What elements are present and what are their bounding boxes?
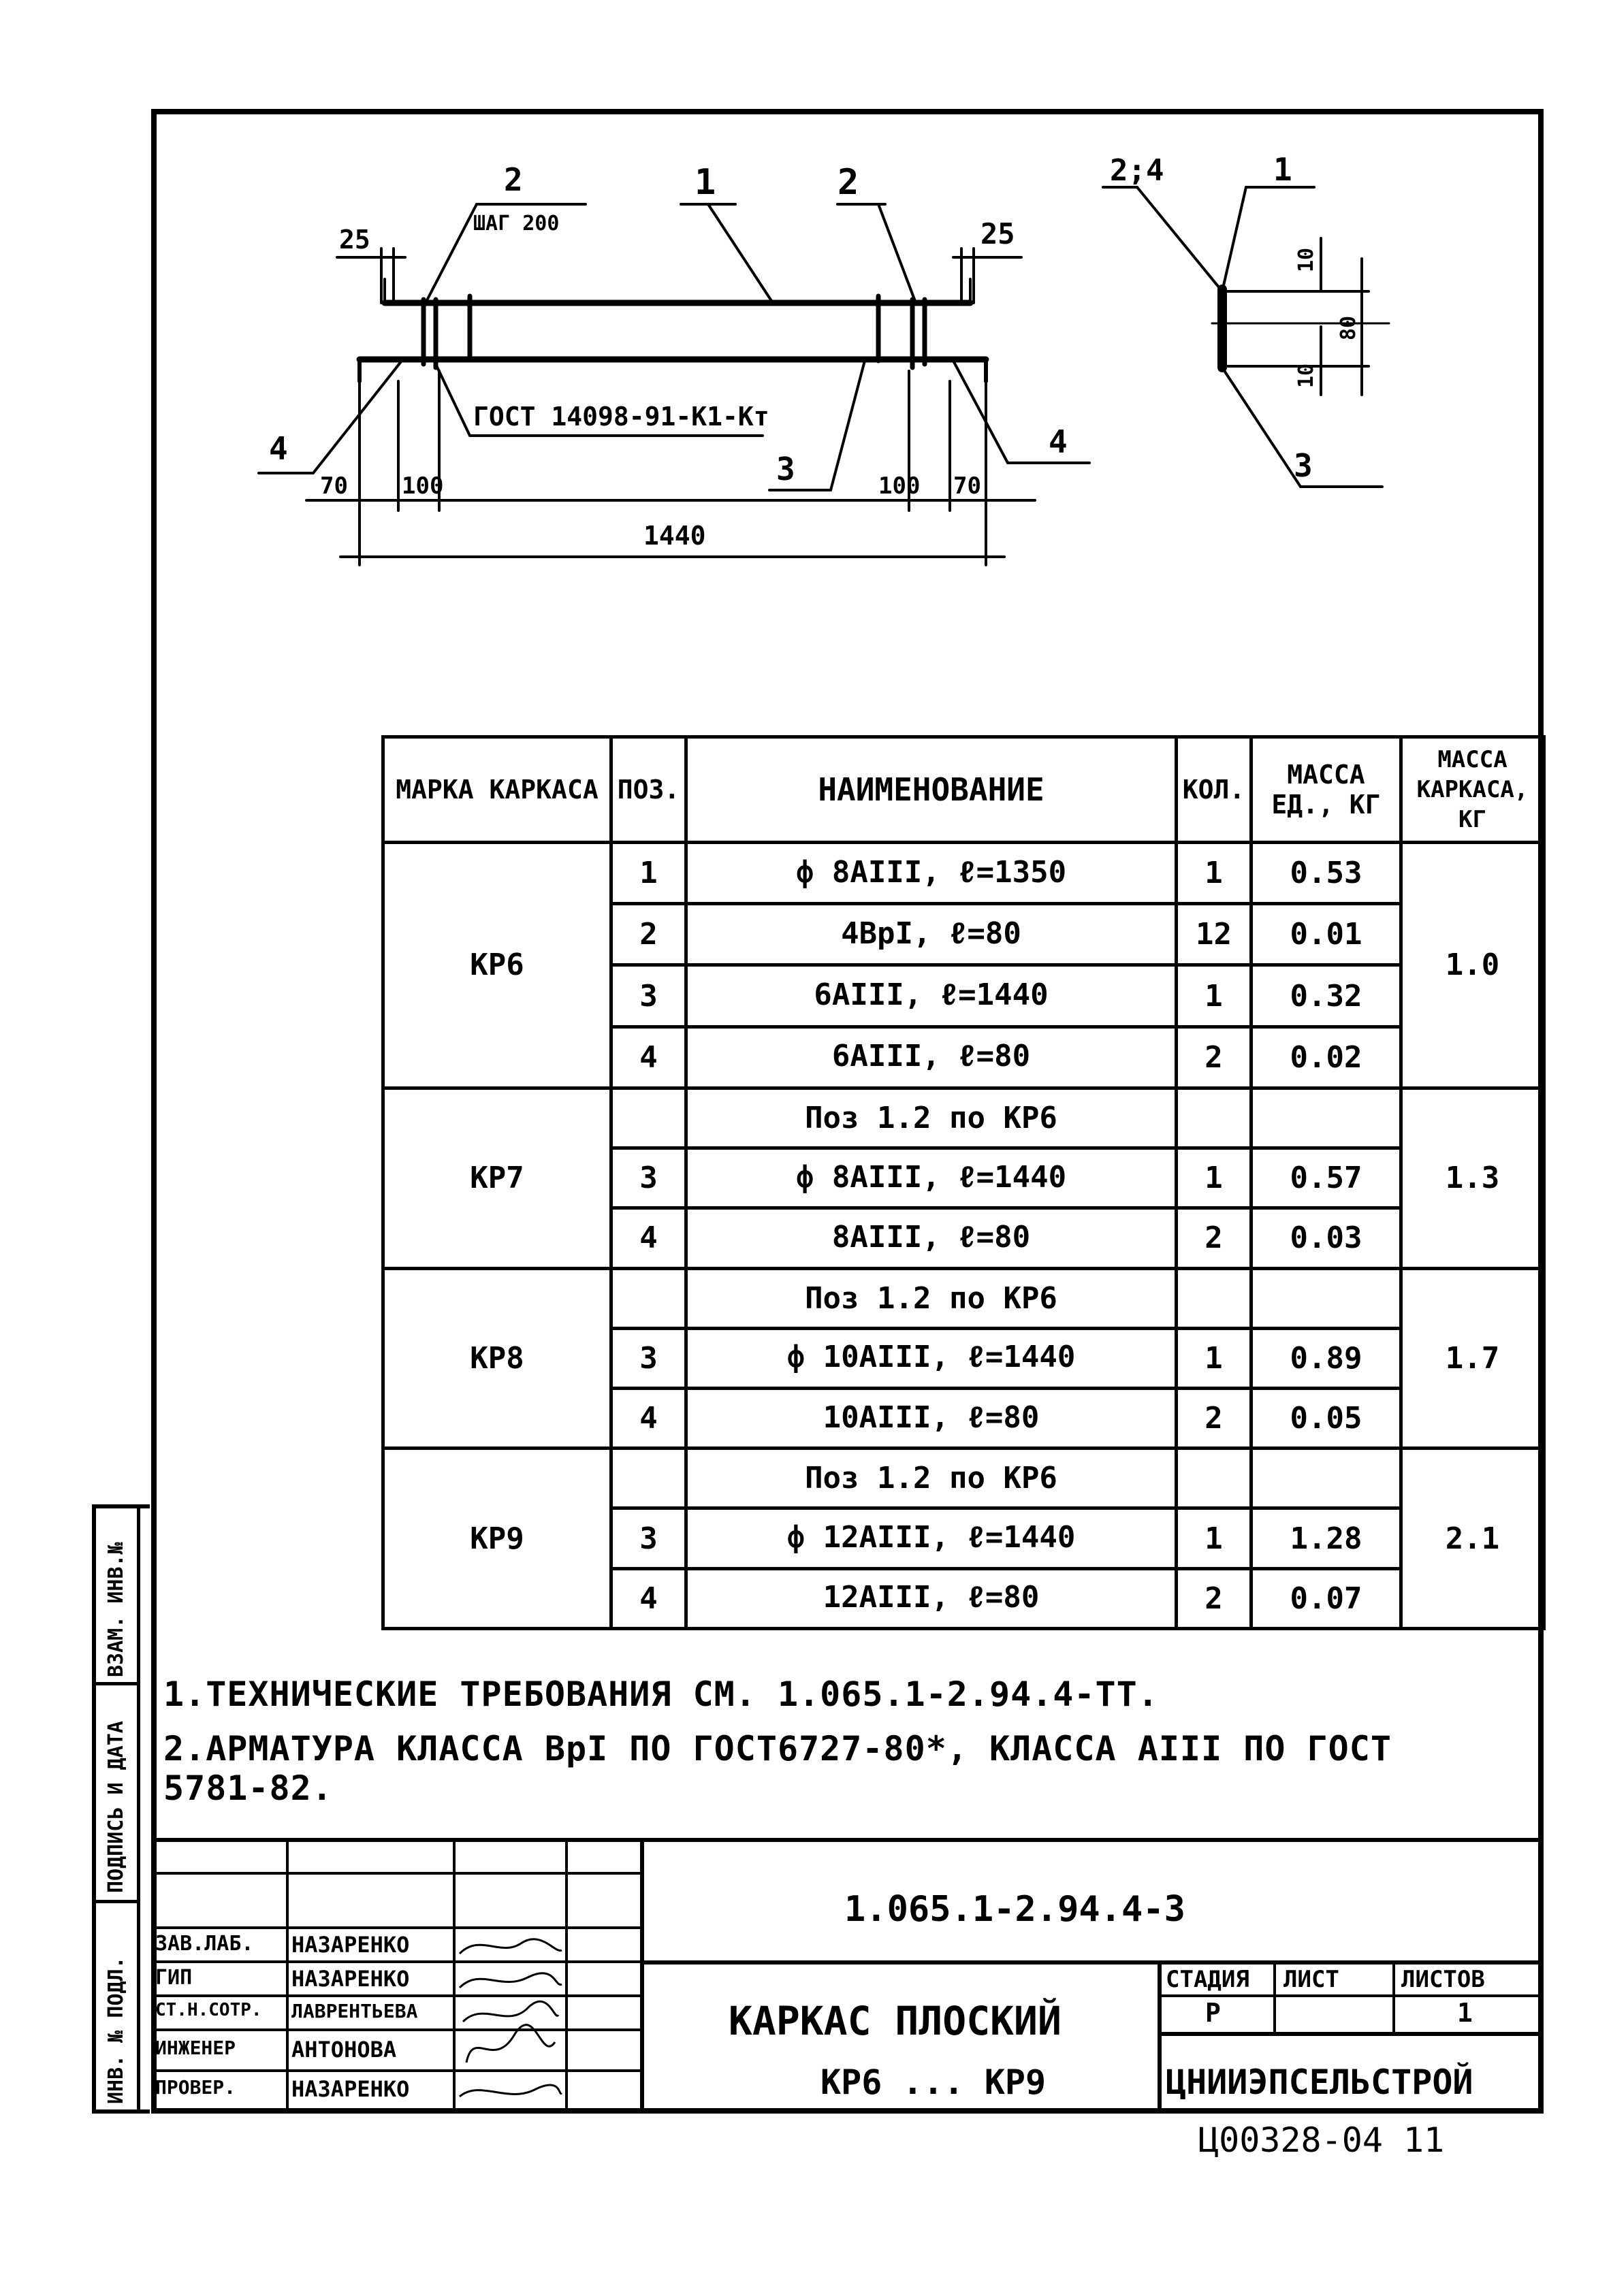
- table-row: [383, 1449, 1544, 1508]
- staff-role: ЗАВ.ЛАБ.: [155, 1932, 254, 1956]
- cell-mark: КР6: [383, 843, 611, 1088]
- cell-mass: 0.89: [1251, 1328, 1401, 1388]
- cell-mass: [1251, 1268, 1401, 1328]
- dim-25-left: 25: [339, 225, 370, 255]
- cell-name: 10АIII, ℓ=80: [686, 1389, 1177, 1449]
- cell-qty: 2: [1177, 1208, 1251, 1268]
- sheets-value: 1: [1457, 1998, 1473, 2028]
- cell-qty: [1177, 1268, 1251, 1328]
- cell-mark: КР9: [383, 1449, 611, 1629]
- sheets-label: ЛИСТОВ: [1401, 1966, 1485, 1993]
- cell-qty: 1: [1177, 965, 1251, 1026]
- label-pos24: 2;4: [1110, 153, 1164, 188]
- cell-qty: 1: [1177, 843, 1251, 904]
- label-pos4-left: 4: [269, 430, 288, 467]
- header-mark: МАРКА КАРКАСА: [383, 737, 611, 843]
- cell-name: ф 10АIII, ℓ=1440: [686, 1328, 1177, 1388]
- label-gost: ГОСТ 14098-91-К1-Кт: [473, 402, 769, 432]
- dim-100-left: 100: [402, 472, 444, 500]
- cell-qty: 1: [1177, 1148, 1251, 1208]
- dim-70-left: 70: [320, 472, 348, 500]
- cell-name: ф 8АIII, ℓ=1350: [686, 843, 1177, 904]
- cell-pos: 4: [611, 1026, 686, 1088]
- cell-qty: [1177, 1449, 1251, 1508]
- staff-role: СТ.Н.СОТР.: [155, 2000, 262, 2020]
- organization-name: ЦНИИЭПСЕЛЬСТРОЙ: [1166, 2063, 1473, 2102]
- cell-pos: 4: [611, 1568, 686, 1628]
- cell-name: ф 12АIII, ℓ=1440: [686, 1508, 1177, 1568]
- cell-name: Поз 1.2 по КР6: [686, 1449, 1177, 1508]
- note-1: 1.ТЕХНИЧЕСКИЕ ТРЕБОВАНИЯ СМ. 1.065.1-2.94.4-ТТ.: [163, 1675, 1159, 1714]
- drawing-title-line1: КАРКАС ПЛОСКИЙ: [729, 1998, 1062, 2044]
- label-section-pos1: 1: [1273, 151, 1292, 188]
- stage-row-line: [1158, 2032, 1544, 2036]
- side-stamp-cell: [96, 1508, 137, 1685]
- cell-name: Поз 1.2 по КР6: [686, 1088, 1177, 1148]
- side-stamp-text-1: ВЗАМ. ИНВ.№: [104, 1542, 128, 1677]
- cell-pos: [611, 1268, 686, 1328]
- signatures: [453, 1926, 569, 2110]
- archive-code: Ц00328-04 11: [1198, 2120, 1445, 2160]
- side-stamp-divider: [137, 1508, 140, 2114]
- cell-name: 4ВрI, ℓ=80: [686, 904, 1177, 965]
- cell-frame-mass: 1.7: [1401, 1268, 1544, 1449]
- cell-qty: 2: [1177, 1026, 1251, 1088]
- note-2: 2.АРМАТУРА КЛАССА ВрI ПО ГОСТ6727-80*, КЛАССА АIII ПО ГОСТ 5781-82.: [163, 1729, 1392, 1808]
- side-stamp-text-2: ПОДПИСЬ И ДАТА: [104, 1721, 128, 1893]
- cell-name: 8АIII, ℓ=80: [686, 1208, 1177, 1268]
- cell-pos: 2: [611, 904, 686, 965]
- cell-frame-mass: 2.1: [1401, 1449, 1544, 1629]
- cell-pos: 3: [611, 1328, 686, 1388]
- label-step: ШАГ 200: [473, 212, 560, 236]
- header-name: НАИМЕНОВАНИЕ: [686, 737, 1177, 843]
- stage-value: Р: [1205, 1998, 1221, 2028]
- cell-pos: [611, 1449, 686, 1508]
- table-row: [383, 843, 1544, 904]
- cell-pos: 4: [611, 1208, 686, 1268]
- cell-name: ф 8АIII, ℓ=1440: [686, 1148, 1177, 1208]
- cell-mass: [1251, 1449, 1401, 1508]
- staff-row-line: [151, 1872, 641, 1875]
- header-mass-frame: МАССА КАРКАСА, КГ: [1401, 737, 1544, 843]
- staff-role: ПРОВЕР.: [155, 2076, 236, 2099]
- staff-name: НАЗАРЕНКО: [291, 1932, 410, 1958]
- side-stamp: [92, 1504, 150, 2114]
- cell-name: 6АIII, ℓ=1440: [686, 965, 1177, 1026]
- cell-mass: [1251, 1088, 1401, 1148]
- label-pos3: 3: [776, 451, 795, 487]
- side-stamp-text-3: ИНВ. № ПОДЛ.: [104, 1956, 128, 2104]
- specification-table: [381, 735, 1546, 1630]
- side-stamp-cell: [96, 1685, 137, 1903]
- cell-mass: 0.07: [1251, 1568, 1401, 1628]
- cell-qty: 1: [1177, 1508, 1251, 1568]
- table-header-row: [383, 737, 1544, 843]
- header-pos: ПОЗ.: [611, 737, 686, 843]
- staff-role: ГИП: [155, 1966, 193, 1990]
- dim-25-right: 25: [980, 217, 1015, 250]
- cell-mass: 0.01: [1251, 904, 1401, 965]
- cell-name: 12АIII, ℓ=80: [686, 1568, 1177, 1628]
- staff-role: ИНЖЕНЕР: [155, 2037, 236, 2059]
- header-qty: КОЛ.: [1177, 737, 1251, 843]
- doc-code: 1.065.1-2.94.4-3: [844, 1889, 1185, 1930]
- cell-mass: 1.28: [1251, 1508, 1401, 1568]
- cell-mass: 0.03: [1251, 1208, 1401, 1268]
- cell-pos: 3: [611, 965, 686, 1026]
- label-pos2-right: 2: [838, 162, 859, 203]
- cell-mark: КР7: [383, 1088, 611, 1268]
- cell-pos: 3: [611, 1148, 686, 1208]
- table-row: [383, 1088, 1544, 1148]
- stage-block-divider: [1158, 1960, 1162, 2114]
- staff-name: НАЗАРЕНКО: [291, 1966, 410, 1992]
- label-section-pos3: 3: [1294, 447, 1313, 484]
- cell-name: Поз 1.2 по КР6: [686, 1268, 1177, 1328]
- header-mass-unit: МАССА ЕД., КГ: [1251, 737, 1401, 843]
- cell-mass: 0.57: [1251, 1148, 1401, 1208]
- staff-col-line: [286, 1838, 289, 2114]
- cell-pos: 4: [611, 1389, 686, 1449]
- cell-frame-mass: 1.3: [1401, 1088, 1544, 1268]
- cell-mass: 0.32: [1251, 965, 1401, 1026]
- cell-frame-mass: 1.0: [1401, 843, 1544, 1088]
- cell-qty: 1: [1177, 1328, 1251, 1388]
- dim-100-right: 100: [878, 472, 921, 500]
- staff-name: НАЗАРЕНКО: [291, 2076, 410, 2102]
- cell-qty: [1177, 1088, 1251, 1148]
- cell-pos: [611, 1088, 686, 1148]
- label-pos2-top: 2: [504, 161, 523, 198]
- cell-mass: 0.05: [1251, 1389, 1401, 1449]
- cell-pos: 1: [611, 843, 686, 904]
- dim-section-10-bottom: 10: [1294, 363, 1318, 388]
- title-block-divider: [640, 1838, 644, 2114]
- sheet-label: ЛИСТ: [1283, 1966, 1339, 1993]
- cell-mass: 0.53: [1251, 843, 1401, 904]
- dim-total: 1440: [643, 521, 706, 551]
- drawing-title-line2: КР6 ... КР9: [820, 2063, 1047, 2102]
- cell-mass: 0.02: [1251, 1026, 1401, 1088]
- dim-section-10-top: 10: [1294, 247, 1318, 272]
- cell-name: 6АIII, ℓ=80: [686, 1026, 1177, 1088]
- cell-mark: КР8: [383, 1268, 611, 1449]
- table-row: [383, 1268, 1544, 1328]
- cell-qty: 2: [1177, 1568, 1251, 1628]
- title-block-mid-line: [640, 1960, 1544, 1964]
- staff-name: ЛАВРЕНТЬЕВА: [291, 2000, 418, 2022]
- dim-section-80: 80: [1337, 315, 1360, 340]
- stage-label: СТАДИЯ: [1166, 1966, 1249, 1993]
- frame-section-drawing: [1089, 136, 1443, 517]
- cell-pos: 3: [611, 1508, 686, 1568]
- dim-70-right: 70: [953, 472, 981, 500]
- label-pos1: 1: [695, 162, 716, 203]
- staff-name: АНТОНОВА: [291, 2037, 397, 2063]
- stage-row-line: [1158, 1994, 1544, 1997]
- side-stamp-cell: [96, 1903, 137, 2114]
- title-block-top-line: [151, 1838, 1544, 1842]
- label-pos4-right: 4: [1049, 423, 1068, 460]
- cell-qty: 12: [1177, 904, 1251, 965]
- cell-qty: 2: [1177, 1389, 1251, 1449]
